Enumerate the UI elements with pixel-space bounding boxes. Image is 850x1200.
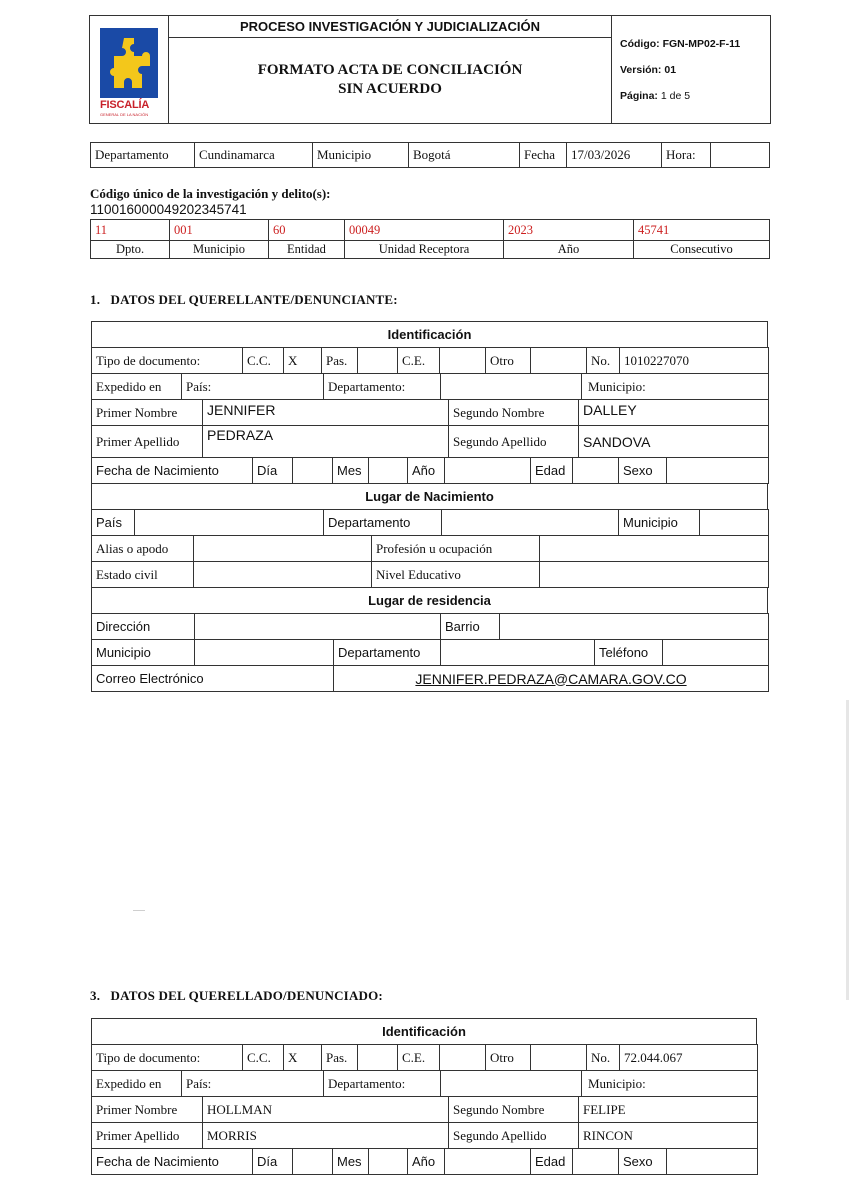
s1-edad-value[interactable] — [573, 458, 619, 484]
s1-depto-value[interactable] — [441, 374, 582, 400]
scan-mark — [133, 910, 145, 911]
s1-correo-label: Correo Electrónico — [92, 666, 334, 692]
logo-subtext: GENERAL DE LA NACIÓN — [100, 112, 149, 117]
s1-estado-civil-value[interactable] — [194, 562, 372, 588]
s1-dia-value[interactable] — [293, 458, 333, 484]
s3-no-label: No. — [587, 1045, 620, 1071]
s1-lugar-res: Lugar de residencia — [92, 588, 768, 614]
s1-pais-label: País: — [182, 374, 324, 400]
s3-edad-label: Edad — [531, 1149, 573, 1175]
mun-label: Municipio — [313, 143, 409, 168]
s3-doc-label: Tipo de documento: — [92, 1045, 243, 1071]
s1-mes-label: Mes — [333, 458, 369, 484]
s1-otro-label: Otro — [486, 348, 531, 374]
s1-lugar-nac: Lugar de Nacimiento — [92, 484, 768, 510]
s1-no-label: No. — [587, 348, 620, 374]
s1-primer-apellido-value[interactable]: PEDRAZA — [203, 426, 449, 458]
s1-profesion-value[interactable] — [540, 536, 769, 562]
code-label-municipio: Municipio — [170, 241, 269, 259]
s3-expedido-label: Expedido en — [92, 1071, 182, 1097]
s1-primer-nombre-value[interactable]: JENNIFER — [203, 400, 449, 426]
code-label-dpto: Dpto. — [91, 241, 170, 259]
s3-ce-label: C.E. — [398, 1045, 440, 1071]
s1-barrio-label: Barrio — [441, 614, 500, 640]
s3-ce-box[interactable] — [440, 1045, 486, 1071]
location-table — [90, 142, 770, 168]
s1-depto-label: Departamento: — [324, 374, 441, 400]
page-value: 1 de 5 — [660, 90, 691, 102]
code-unidad[interactable]: 00049 — [345, 220, 504, 241]
s1-direccion-label: Dirección — [92, 614, 195, 640]
code-label-consecutivo: Consecutivo — [634, 241, 770, 259]
s3-depto-value[interactable] — [441, 1071, 582, 1097]
s3-pas-box[interactable] — [358, 1045, 398, 1071]
s3-dia-value[interactable] — [293, 1149, 333, 1175]
section1-form — [91, 321, 768, 692]
s3-depto-label: Departamento: — [324, 1071, 441, 1097]
s1-ce-box[interactable] — [440, 348, 486, 374]
s1-telefono-label: Teléfono — [595, 640, 663, 666]
code-entidad[interactable]: 60 — [269, 220, 345, 241]
s3-anio-label: Año — [408, 1149, 445, 1175]
version-label: Versión: — [620, 64, 662, 76]
s1-municipio3-value[interactable] — [195, 640, 334, 666]
form-code — [620, 38, 740, 50]
code-full-value: 110016000049202345741 — [90, 202, 247, 217]
s3-fecha-nac-label: Fecha de Nacimiento — [92, 1149, 253, 1175]
s3-primer-apellido-label: Primer Apellido — [92, 1123, 203, 1149]
s1-segundo-nombre-value[interactable]: DALLEY — [579, 400, 769, 426]
code-value: FGN-MP02-F-11 — [662, 38, 741, 50]
s1-primer-nombre-label: Primer Nombre — [92, 400, 203, 426]
s1-no-value[interactable]: 1010227070 — [620, 348, 769, 374]
code-consecutivo[interactable]: 45741 — [634, 220, 770, 241]
s1-sexo-label: Sexo — [619, 458, 667, 484]
s3-otro-box[interactable] — [531, 1045, 587, 1071]
s1-segundo-apellido-value[interactable]: SANDOVA — [579, 426, 769, 458]
section3-title: 3. DATOS DEL QUERELLADO/DENUNCIADO: — [90, 988, 383, 1003]
form-title-line2: SIN ACUERDO — [338, 81, 442, 97]
s1-identificacion: Identificación — [92, 322, 768, 348]
s1-depto2-label: Departamento — [324, 510, 442, 536]
s3-pas-label: Pas. — [322, 1045, 358, 1071]
s3-identificacion: Identificación — [92, 1019, 757, 1045]
s1-mun2-value[interactable] — [700, 510, 769, 536]
s1-pas-box[interactable] — [358, 348, 398, 374]
s1-telefono-value[interactable] — [663, 640, 769, 666]
dept-label: Departamento — [91, 143, 195, 168]
s3-municipio-label: Municipio: — [582, 1071, 758, 1097]
s3-sexo-label: Sexo — [619, 1149, 667, 1175]
code-anio[interactable]: 2023 — [504, 220, 634, 241]
section3-form — [91, 1018, 757, 1175]
s1-expedido-label: Expedido en — [92, 374, 182, 400]
time-value[interactable] — [711, 143, 770, 168]
s1-profesion-label: Profesión u ocupación — [372, 536, 540, 562]
code-label: Código: — [620, 38, 660, 50]
s1-cc-label: C.C. — [243, 348, 284, 374]
s1-mun2-label: Municipio — [619, 510, 700, 536]
s3-no-value[interactable]: 72.044.067 — [620, 1045, 758, 1071]
s3-primer-apellido-value[interactable]: MORRIS — [203, 1123, 449, 1149]
process-title: PROCESO INVESTIGACIÓN Y JUDICIALIZACIÓN — [239, 19, 540, 34]
page-label: Página: — [620, 90, 658, 102]
s1-nivel-educativo-label: Nivel Educativo — [372, 562, 540, 588]
form-page — [620, 90, 690, 102]
s3-otro-label: Otro — [486, 1045, 531, 1071]
s1-pais2-value[interactable] — [135, 510, 324, 536]
s3-edad-value[interactable] — [573, 1149, 619, 1175]
s1-depto2-value[interactable] — [442, 510, 619, 536]
s1-sexo-value[interactable] — [667, 458, 769, 484]
mun-value[interactable]: Bogotá — [409, 143, 520, 168]
s3-cc-mark[interactable]: X — [284, 1045, 322, 1071]
s1-alias-label: Alias o apodo — [92, 536, 194, 562]
s1-pais2-label: País — [92, 510, 135, 536]
s3-segundo-nombre-label: Segundo Nombre — [449, 1097, 579, 1123]
code-label-anio: Año — [504, 241, 634, 259]
s1-anio-value[interactable] — [445, 458, 531, 484]
s1-otro-box[interactable] — [531, 348, 587, 374]
s3-segundo-apellido-label: Segundo Apellido — [449, 1123, 579, 1149]
s1-pas-label: Pas. — [322, 348, 358, 374]
fiscalia-logo — [98, 28, 162, 117]
s3-primer-nombre-label: Primer Nombre — [92, 1097, 203, 1123]
s1-alias-value[interactable] — [194, 536, 372, 562]
s1-cc-mark[interactable]: X — [284, 348, 322, 374]
s1-edad-label: Edad — [531, 458, 573, 484]
version-value: 01 — [664, 64, 677, 76]
code-label-unidad: Unidad Receptora — [345, 241, 504, 259]
form-version — [620, 64, 676, 76]
section1-title: 1. DATOS DEL QUERELLANTE/DENUNCIANTE: — [90, 292, 398, 307]
s1-estado-civil-label: Estado civil — [92, 562, 194, 588]
s1-ce-label: C.E. — [398, 348, 440, 374]
s3-dia-label: Día — [253, 1149, 293, 1175]
s3-primer-nombre-value[interactable]: HOLLMAN — [203, 1097, 449, 1123]
code-municipio[interactable]: 001 — [170, 220, 269, 241]
code-label: Código único de la investigación y delito(s): — [90, 186, 331, 201]
s1-doc-label: Tipo de documento: — [92, 348, 243, 374]
code-dpto[interactable]: 11 — [91, 220, 170, 241]
form-title-line1: FORMATO ACTA DE CONCILIACIÓN — [257, 62, 523, 78]
date-label: Fecha — [520, 143, 567, 168]
s3-sexo-value[interactable] — [667, 1149, 758, 1175]
s1-depto3-value[interactable] — [441, 640, 595, 666]
s1-primer-apellido-label: Primer Apellido — [92, 426, 203, 458]
code-label-entidad: Entidad — [269, 241, 345, 259]
s3-anio-value[interactable] — [445, 1149, 531, 1175]
s1-anio-label: Año — [408, 458, 445, 484]
s3-segundo-nombre-value[interactable]: FELIPE — [579, 1097, 758, 1123]
logo-text: FISCALÍA — [100, 99, 150, 111]
time-label: Hora: — [662, 143, 711, 168]
s3-pais-label: País: — [182, 1071, 324, 1097]
s1-correo-value[interactable]: JENNIFER.PEDRAZA@CAMARA.GOV.CO — [334, 666, 769, 692]
s1-mes-value[interactable] — [369, 458, 408, 484]
puzzle-piece-icon — [106, 34, 152, 92]
s1-direccion-value[interactable] — [195, 614, 441, 640]
s1-municipio-label: Municipio: — [582, 374, 769, 400]
s1-nivel-educativo-value[interactable] — [540, 562, 769, 588]
code-parts-table — [90, 219, 770, 259]
s1-fecha-nac-label: Fecha de Nacimiento — [92, 458, 253, 484]
s3-mes-value[interactable] — [369, 1149, 408, 1175]
s3-mes-label: Mes — [333, 1149, 369, 1175]
s3-cc-label: C.C. — [243, 1045, 284, 1071]
date-value[interactable]: 17/03/2026 — [567, 143, 662, 168]
scan-edge — [846, 700, 849, 1000]
document-header — [89, 15, 771, 124]
s1-barrio-value[interactable] — [500, 614, 769, 640]
s1-segundo-nombre-label: Segundo Nombre — [449, 400, 579, 426]
s1-depto3-label: Departamento — [334, 640, 441, 666]
s1-dia-label: Día — [253, 458, 293, 484]
s1-municipio3-label: Municipio — [92, 640, 195, 666]
s3-segundo-apellido-value[interactable]: RINCON — [579, 1123, 758, 1149]
dept-value[interactable]: Cundinamarca — [195, 143, 313, 168]
s1-segundo-apellido-label: Segundo Apellido — [449, 426, 579, 458]
